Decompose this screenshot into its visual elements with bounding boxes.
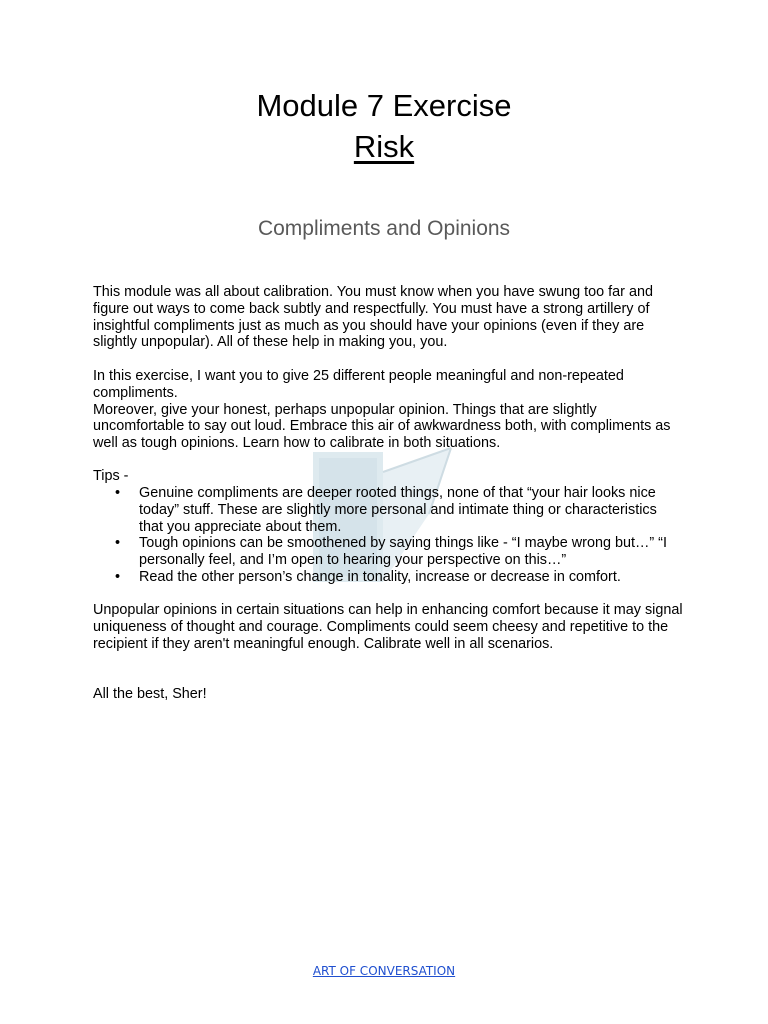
exercise-opinion-instruction: Moreover, give your honest, perhaps unpopular opinion. Things that are slightly uncomfortable to say out loud. Embrace this air of awkwardness both, with compliments as well as tough opinions. Learn how to calibrate in both situations.	[93, 401, 671, 452]
bullet-icon: •	[115, 535, 121, 552]
tips-label: Tips -	[93, 468, 129, 484]
intro-paragraph: This module was all about calibration. You must know when you have swung too far and figure out ways to come back subtly and respectfully. You must have a strong artillery of insightful compliments just as much as you should have your opinions (even if they are slightly unpopular). All of these help in making you, you.	[93, 284, 653, 351]
tip-text: Read the other person’s change in tonality, increase or decrease in comfort.	[139, 568, 621, 585]
list-item	[93, 485, 683, 535]
bullet-icon: •	[115, 485, 121, 501]
art-of-conversation-link[interactable]: ART OF CONVERSATION	[312, 964, 456, 978]
footer	[0, 963, 768, 979]
tip-text: Tough opinions can be smoothened by saying things like - “I maybe wrong but…” “I personally feel, and I’m open to hearing your perspective on this…”	[139, 535, 667, 569]
document-title-risk: Risk	[353, 129, 415, 164]
closing-paragraph: Unpopular opinions in certain situations can help in enhancing comfort because it may signal uniqueness of thought and courage. Compliments could seem cheesy and repetitive to the recipient if they aren't meaningful enough. Calibrate well in all scenarios.	[93, 602, 683, 652]
signoff: All the best, Sher!	[93, 686, 207, 702]
document-subtitle: Compliments and Opinions	[257, 217, 511, 240]
exercise-paragraph	[93, 368, 683, 452]
list-item	[93, 569, 683, 586]
list-item	[93, 535, 683, 569]
document-title: Module 7 Exercise	[256, 88, 512, 123]
tips-list	[93, 485, 683, 586]
tip-text: Genuine compliments are deeper rooted things, none of that “your hair looks nice today” stuff. These are slightly more personal and intimate thing or characteristics that you appreciate about them.	[139, 485, 657, 535]
bullet-icon: •	[115, 568, 121, 585]
exercise-instruction: In this exercise, I want you to give 25 different people meaningful and non-repeated compliments.	[93, 368, 624, 401]
